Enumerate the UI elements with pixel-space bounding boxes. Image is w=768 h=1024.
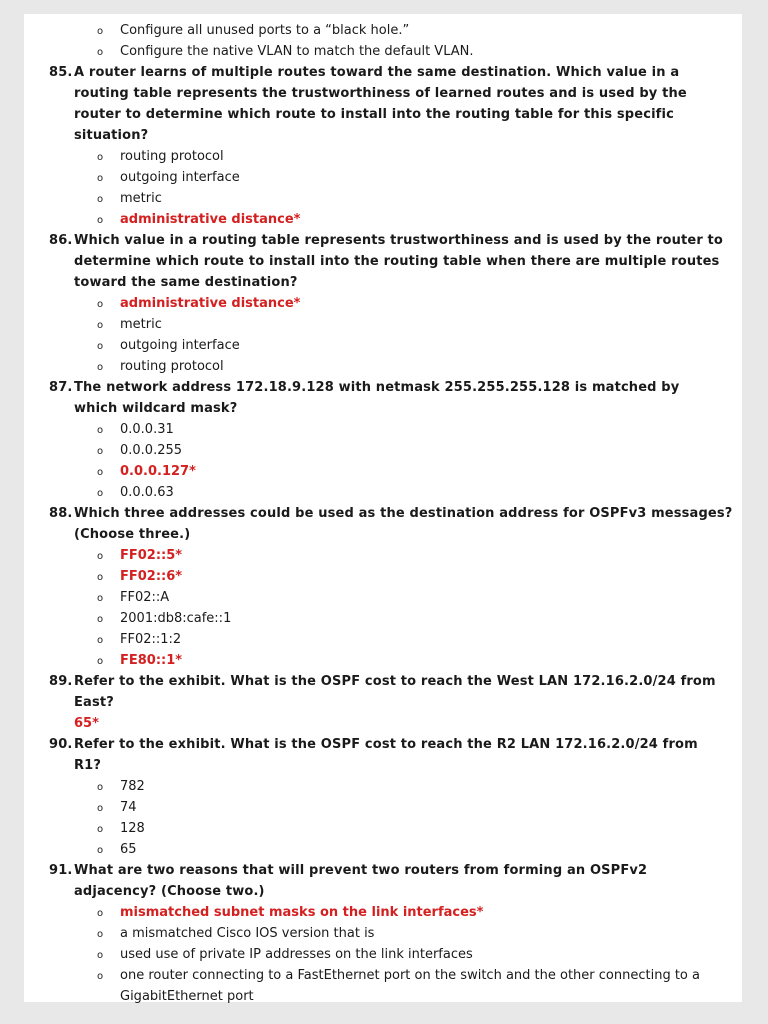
option-bullet: o — [97, 194, 104, 205]
option-bullet: o — [97, 26, 104, 37]
question-text: which wildcard mask? — [74, 401, 238, 416]
option-bullet: o — [97, 929, 104, 940]
question-text: Refer to the exhibit. What is the OSPF cost to reach the R2 LAN 172.16.2.0/24 from — [74, 737, 698, 752]
answer-option: 74 — [120, 800, 137, 815]
question-number: 85. — [49, 65, 73, 80]
correct-answer-option: 0.0.0.127* — [120, 464, 196, 479]
question-number: 90. — [49, 737, 73, 752]
option-bullet: o — [97, 803, 104, 814]
answer-option: outgoing interface — [120, 338, 240, 353]
option-bullet: o — [97, 551, 104, 562]
answer-option: FF02::A — [120, 590, 170, 605]
correct-answer-text: 65* — [74, 716, 99, 731]
answer-option: used use of private IP addresses on the link interfaces — [120, 947, 473, 962]
option-bullet: o — [97, 971, 104, 982]
question-text: situation? — [74, 128, 149, 143]
correct-answer-option: FF02::5* — [120, 548, 183, 563]
option-bullet: o — [97, 950, 104, 961]
question-number: 87. — [49, 380, 73, 395]
option-bullet: o — [97, 173, 104, 184]
question-number: 91. — [49, 863, 73, 878]
answer-option: Configure the native VLAN to match the default VLAN. — [120, 44, 474, 59]
answer-option: 0.0.0.31 — [120, 422, 174, 437]
question-text: router to determine which route to install into the routing table for this specific — [74, 107, 674, 122]
option-bullet: o — [97, 215, 104, 226]
option-bullet: o — [97, 446, 104, 457]
question-text: R1? — [74, 758, 102, 773]
option-bullet: o — [97, 152, 104, 163]
correct-answer-option: FE80::1* — [120, 653, 183, 668]
question-number: 86. — [49, 233, 73, 248]
option-bullet: o — [97, 824, 104, 835]
option-bullet: o — [97, 593, 104, 604]
option-bullet: o — [97, 845, 104, 856]
answer-option: outgoing interface — [120, 170, 240, 185]
question-text: routing table represents the trustworthiness of learned routes and is used by the — [74, 86, 687, 101]
option-bullet: o — [97, 656, 104, 667]
question-text: Which three addresses could be used as the destination address for OSPFv3 messages? — [74, 506, 733, 521]
question-text: East? — [74, 695, 114, 710]
option-bullet: o — [97, 635, 104, 646]
option-bullet: o — [97, 341, 104, 352]
question-text: The network address 172.18.9.128 with netmask 255.255.255.128 is matched by — [74, 380, 680, 395]
option-bullet: o — [97, 488, 104, 499]
question-number: 88. — [49, 506, 73, 521]
question-text: toward the same destination? — [74, 275, 298, 290]
question-text: adjacency? (Choose two.) — [74, 884, 265, 899]
correct-answer-option: administrative distance* — [120, 296, 301, 311]
answer-option: 65 — [120, 842, 137, 857]
answer-option: routing protocol — [120, 359, 224, 374]
option-bullet: o — [97, 908, 104, 919]
correct-answer-option: administrative distance* — [120, 212, 301, 227]
option-bullet: o — [97, 572, 104, 583]
correct-answer-option: FF02::6* — [120, 569, 183, 584]
answer-option: 0.0.0.63 — [120, 485, 174, 500]
option-bullet: o — [97, 467, 104, 478]
option-bullet: o — [97, 320, 104, 331]
option-bullet: o — [97, 362, 104, 373]
question-number: 89. — [49, 674, 73, 689]
option-bullet: o — [97, 425, 104, 436]
answer-option: routing protocol — [120, 149, 224, 164]
answer-option: 782 — [120, 779, 145, 794]
answer-option: metric — [120, 317, 162, 332]
option-bullet: o — [97, 299, 104, 310]
question-text: determine which route to install into the routing table when there are multiple routes — [74, 254, 720, 269]
option-bullet: o — [97, 614, 104, 625]
answer-option: 2001:db8:cafe::1 — [120, 611, 232, 626]
answer-option: 0.0.0.255 — [120, 443, 183, 458]
question-text: A router learns of multiple routes toward the same destination. Which value in a — [74, 65, 680, 80]
question-text: Which value in a routing table represents trustworthiness and is used by the router to — [74, 233, 723, 248]
question-text: Refer to the exhibit. What is the OSPF cost to reach the West LAN 172.16.2.0/24 from — [74, 674, 716, 689]
answer-option-continuation: GigabitEthernet port — [120, 989, 254, 1004]
option-bullet: o — [97, 782, 104, 793]
question-text: What are two reasons that will prevent two routers from forming an OSPFv2 — [74, 863, 648, 878]
answer-option: Configure all unused ports to a “black hole.” — [120, 23, 410, 38]
correct-answer-option: mismatched subnet masks on the link interfaces* — [120, 905, 484, 920]
answer-option: one router connecting to a FastEthernet port on the switch and the other connecting to a — [120, 968, 700, 983]
option-bullet: o — [97, 47, 104, 58]
answer-option: metric — [120, 191, 162, 206]
question-text: (Choose three.) — [74, 527, 191, 542]
answer-option: FF02::1:2 — [120, 632, 182, 647]
answer-option: 128 — [120, 821, 145, 836]
answer-option: a mismatched Cisco IOS version that is — [120, 926, 375, 941]
